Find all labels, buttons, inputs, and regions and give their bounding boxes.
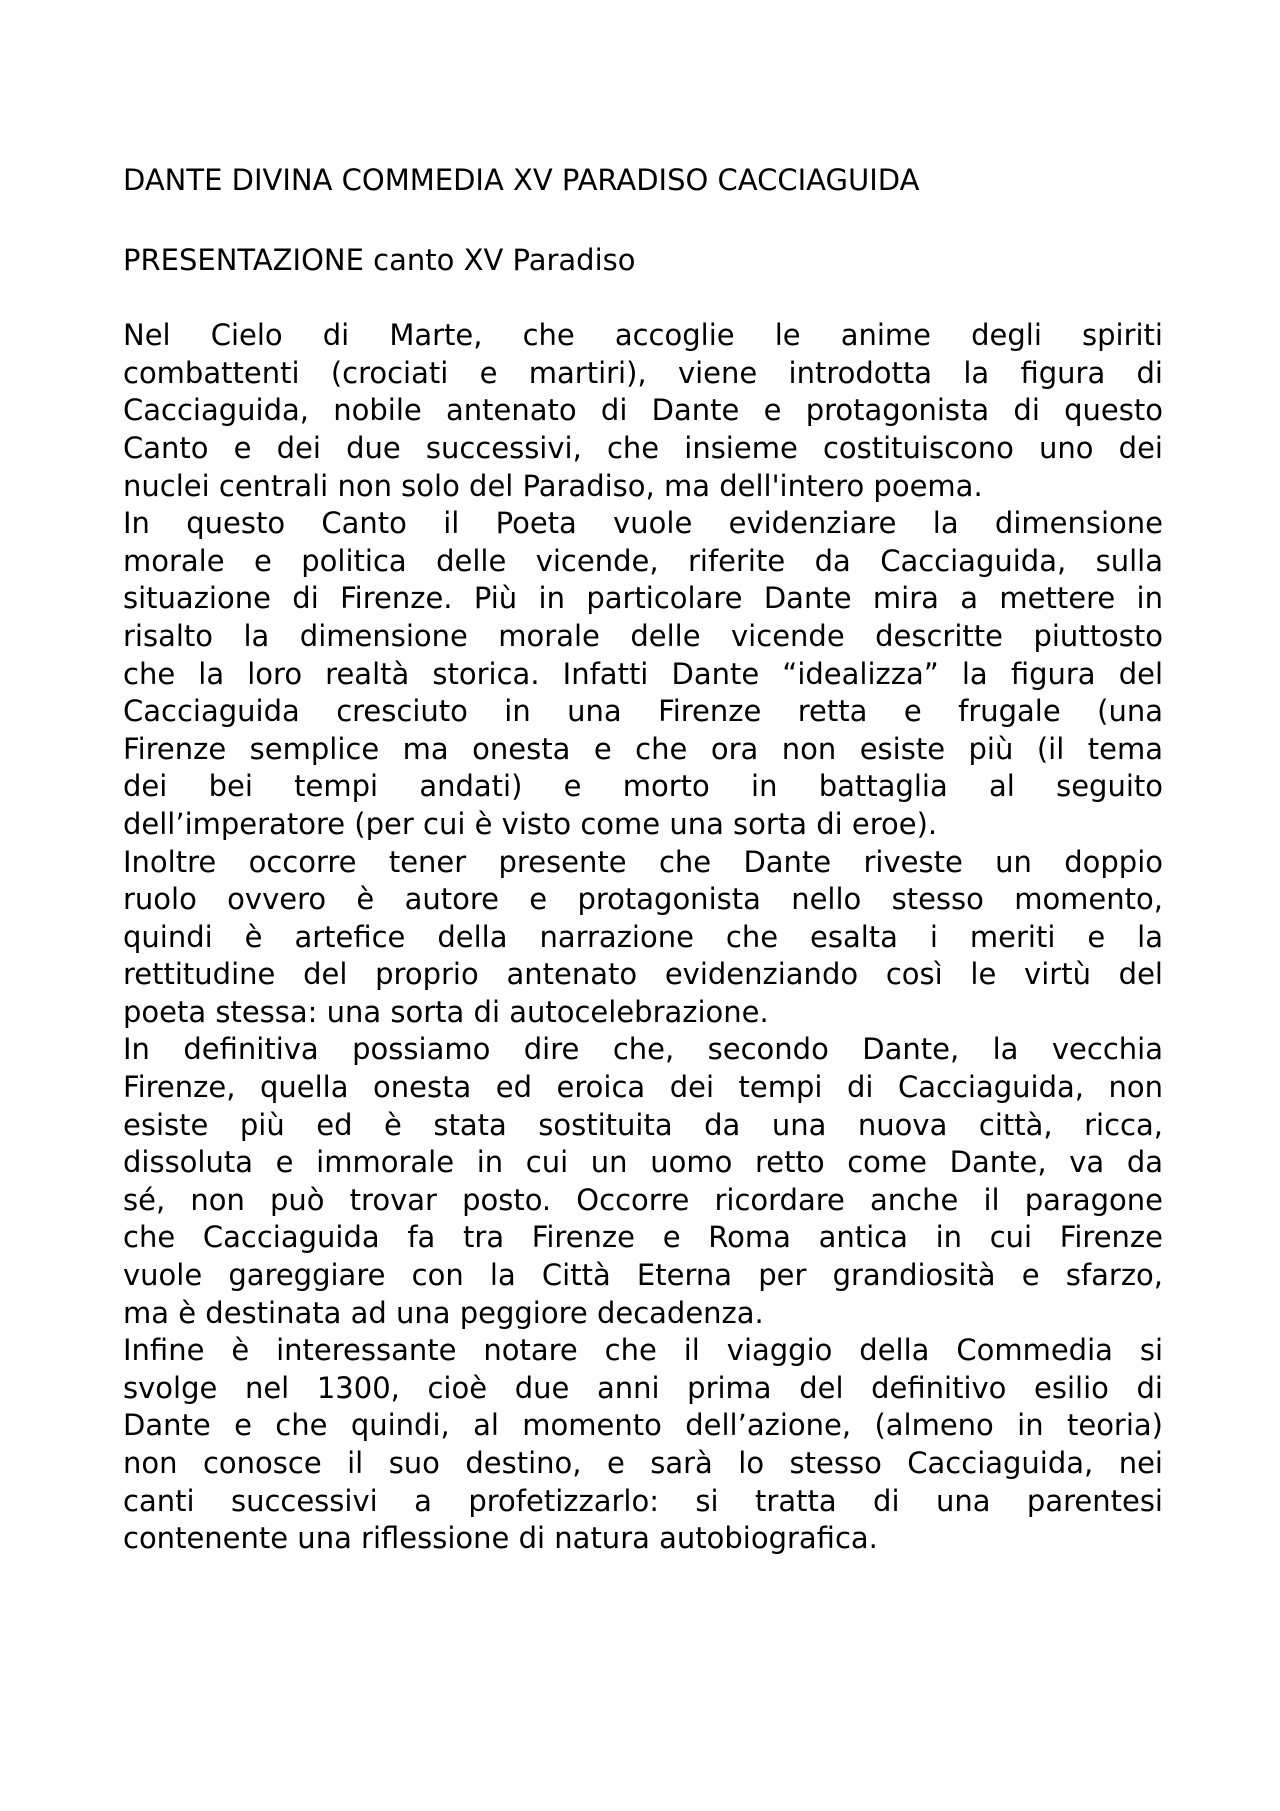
text-line: Dante e che quindi, al momento dell’azione, (almeno in teoria) (123, 1408, 1163, 1443)
text-line: Inoltre occorre tener presente che Dante riveste un doppio (123, 844, 1163, 879)
document-subtitle: PRESENTAZIONE canto XV Paradiso (123, 242, 636, 277)
text-line: svolge nel 1300, cioè due anni prima del definitivo esilio di (123, 1370, 1163, 1405)
paragraph-3 (123, 844, 1163, 1032)
text-line: Firenze, quella onesta ed eroica dei tempi di Cacciaguida, non (123, 1070, 1163, 1105)
text-line: Canto e dei due successivi, che insieme costituiscono uno dei (123, 430, 1163, 465)
paragraph-2 (123, 505, 1163, 843)
text-line: dell’imperatore (per cui è visto come una sorta di eroe). (123, 806, 938, 841)
text-line: Firenze semplice ma onesta e che ora non esiste più (il tema (123, 731, 1163, 766)
text-line: combattenti (crociati e martiri), viene introdotta la figura di (123, 355, 1163, 390)
text-line: contenente una riflessione di natura autobiografica. (123, 1521, 878, 1556)
text-line: Nel Cielo di Marte, che accoglie le anime degli spiriti (123, 318, 1163, 353)
text-line: che Cacciaguida fa tra Firenze e Roma antica in cui Firenze (123, 1220, 1163, 1255)
text-line: Infine è interessante notare che il viaggio della Commedia si (123, 1333, 1163, 1368)
text-line: nuclei centrali non solo del Paradiso, ma dell'intero poema. (123, 468, 983, 503)
text-line: dei bei tempi andati) e morto in battaglia al seguito (123, 769, 1163, 804)
text-line: In questo Canto il Poeta vuole evidenziare la dimensione (123, 506, 1163, 541)
text-line: dissoluta e immorale in cui un uomo retto come Dante, va da (123, 1145, 1163, 1180)
text-line: risalto la dimensione morale delle vicende descritte piuttosto (123, 618, 1163, 653)
text-line: canti successivi a profetizzarlo: si tratta di una parentesi (123, 1483, 1163, 1518)
text-line: esiste più ed è stata sostituita da una nuova città, ricca, (123, 1107, 1163, 1142)
paragraph-1 (123, 317, 1163, 505)
paragraph-4 (123, 1031, 1163, 1332)
text-line: rettitudine del proprio antenato evidenziando così le virtù del (123, 957, 1163, 992)
text-line: vuole gareggiare con la Città Eterna per grandiosità e sfarzo, (123, 1258, 1163, 1293)
text-line: sé, non può trovar posto. Occorre ricordare anche il paragone (123, 1182, 1163, 1217)
text-line: morale e politica delle vicende, riferite da Cacciaguida, sulla (123, 543, 1163, 578)
text-line: In definitiva possiamo dire che, secondo Dante, la vecchia (123, 1032, 1163, 1067)
document-title: DANTE DIVINA COMMEDIA XV PARADISO CACCIAGUIDA (123, 163, 920, 197)
text-line: quindi è artefice della narrazione che esalta i meriti e la (123, 919, 1163, 954)
paragraph-5 (123, 1332, 1163, 1558)
text-line: poeta stessa: una sorta di autocelebrazione. (123, 994, 769, 1029)
text-line: che la loro realtà storica. Infatti Dante “idealizza” la figura del (123, 656, 1163, 691)
text-line: ruolo ovvero è autore e protagonista nello stesso momento, (123, 882, 1163, 917)
text-line: Cacciaguida cresciuto in una Firenze retta e frugale (una (123, 694, 1163, 729)
document-content (123, 162, 1163, 1558)
document-body (123, 317, 1163, 1558)
text-line: non conosce il suo destino, e sarà lo stesso Cacciaguida, nei (123, 1446, 1163, 1480)
text-line: Cacciaguida, nobile antenato di Dante e protagonista di questo (123, 393, 1163, 428)
text-line: situazione di Firenze. Più in particolare Dante mira a mettere in (123, 581, 1163, 616)
text-line: ma è destinata ad una peggiore decadenza. (123, 1295, 764, 1330)
